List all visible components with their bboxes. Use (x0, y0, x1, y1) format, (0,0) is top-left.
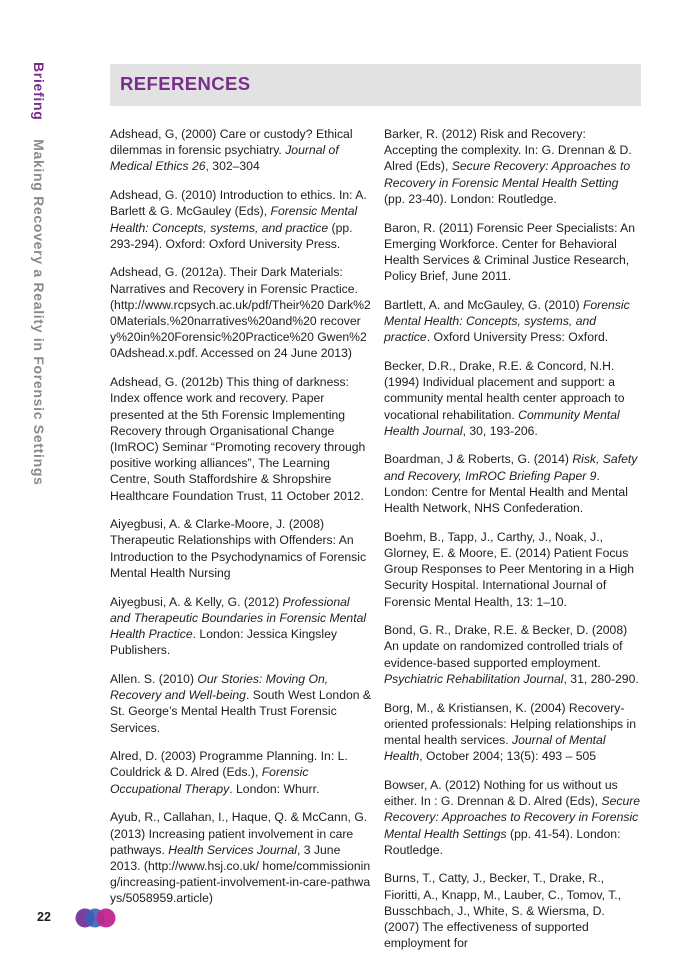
reference-entry (384, 777, 642, 858)
reference-entry (110, 748, 372, 797)
reference-text: Adshead, G, (2000) Care or custody? Ethical dilemmas in forensic psychiatry. (110, 127, 353, 158)
reference-title: Journal of Medical Ethics 26 (110, 143, 339, 174)
reference-entry (384, 622, 642, 687)
reference-text: , 31, 280-290. (563, 671, 639, 686)
reference-title: Forensic Mental Health: Concepts, systems, and practice (110, 204, 358, 235)
reference-title: Secure Recovery: Approaches to Recovery in Forensic Mental Health Setting (384, 159, 631, 190)
reference-title: Psychiatric Rehabilitation Journal (384, 671, 564, 686)
reference-entry (384, 700, 642, 765)
reference-text: Aiyegbusi, A. & Clarke-Moore, J. (2008) Therapeutic Relationships with Offenders: An Introduction to the Psychodynamics of Forensic Mental Health Nursing (110, 517, 367, 580)
reference-text: Bartlett, A. and McGauley, G. (2010) (384, 297, 583, 312)
reference-title: Our Stories: Moving On, Recovery and Well-being (110, 671, 329, 703)
reference-text: Boardman, J & Roberts, G. (2014) (384, 452, 573, 467)
side-series-title: Making Recovery a Reality in Forensic Settings (31, 139, 47, 486)
reference-text: . London: Whurr. (229, 781, 320, 796)
reference-entry (110, 594, 372, 659)
reference-title: Risk, Safety and Recovery, ImROC Briefing Paper 9 (384, 452, 638, 483)
page-title: REFERENCES (120, 73, 251, 94)
reference-entry (384, 220, 642, 285)
reference-entry (110, 187, 372, 252)
reference-title: Health Services Journal (168, 842, 297, 857)
reference-text: , October 2004; 13(5): 493 – 505 (419, 749, 597, 764)
reference-text: Aiyegbusi, A. & Kelly, G. (2012) (110, 594, 283, 609)
reference-text: Adshead, G. (2012a). Their Dark Materials: Narratives and Recovery in Forensic Practice. (110, 265, 358, 296)
reference-text: . South West London & St. George’s Mental Health Trust Forensic Services. (110, 688, 372, 735)
reference-entry (384, 126, 642, 207)
reference-text: (pp. 23-40). London: Routledge. (384, 191, 557, 206)
reference-title: Community Mental Health Journal (384, 407, 620, 438)
side-briefing-label: Briefing (31, 62, 47, 121)
page-number: 22 (37, 910, 51, 924)
reference-text: (pp. 41-54). London: Routledge. (384, 826, 621, 857)
reference-text: Alred, D. (2003) Programme Planning. In: L. Couldrick & D. Alred (Eds.), (110, 749, 348, 780)
reference-title: Professional and Therapeutic Boundaries in Forensic Mental Health Practice (110, 594, 367, 641)
reference-entry (384, 529, 642, 610)
reference-text: (pp. 293-294). Oxford: Oxford University Press. (110, 220, 353, 251)
reference-text: , 30, 193-206. (462, 423, 538, 438)
reference-entry (384, 358, 642, 439)
imroc-logo-circles (74, 906, 120, 930)
reference-title: Forensic Mental Health: Concepts, systems, and practice (384, 297, 630, 345)
references-header-band (110, 64, 641, 106)
reference-text: Baron, R. (2011) Forensic Peer Specialists: An Emerging Workforce. Center for Behavioral Health Services & Criminal Justice Research, Policy Brief, June 2011. (384, 220, 636, 284)
side-running-title (32, 62, 46, 486)
reference-text: , 302–304 (205, 159, 260, 174)
reference-entry (384, 870, 642, 951)
reference-url: (http://www.rcpsych.ac.uk/pdf/Their%20 Dark%20Materials.%20narratives%20and%20 recovery%20in%20Forensic%20Practice%20 Gwen%20Adshead.x.pdf. (110, 297, 371, 361)
reference-title: Forensic Occupational Therapy (110, 765, 309, 796)
reference-url: (http://www.hsj.co.uk/ home/commissioning/increasing-patient-involvement-in-care-pathways/5058959.article) (110, 858, 371, 906)
reference-text: Burns, T., Catty, J., Becker, T., Drake, R., Fioritti, A., Knapp, M., Lauber, C., Tomov, T., Busschbach, J., White, S. & Wiersma, D. (2007) The effectiveness of supported employment for (384, 871, 622, 951)
reference-text: , 3 June 2013. (110, 842, 341, 873)
reference-entry (384, 297, 642, 346)
reference-text: Accessed on 24 June 2013) (198, 346, 352, 361)
reference-text: Becker, D.R., Drake, R.E. & Concord, N.H. (1994) Individual placement and support: a community mental health center approach to vocational rehabilitation. (384, 358, 625, 422)
reference-text: Borg, M., & Kristiansen, K. (2004) Recovery-oriented professionals: Helping relationships in mental health services. (384, 700, 637, 747)
logo-circle-right (97, 909, 116, 928)
reference-text: Bond, G. R., Drake, R.E. & Becker, D. (2008) An update on randomized controlled trials of evidence-based supported employment. (384, 623, 628, 670)
reference-text: . Oxford University Press: Oxford. (426, 330, 609, 345)
references-right-column (384, 126, 642, 964)
reference-text: Bowser, A. (2012) Nothing for us without us either. In : G. Drennan & D. Alred (Eds), (384, 777, 618, 809)
reference-entry (110, 264, 372, 361)
reference-entry (110, 516, 372, 581)
reference-entry (110, 671, 372, 736)
reference-text: . London: Jessica Kingsley Publishers. (110, 626, 337, 658)
reference-text: . London: Centre for Mental Health and Mental Health Network, NHS Confederation. (384, 468, 628, 516)
reference-text: Barker, R. (2012) Risk and Recovery: Accepting the complexity. In: G. Drennan & D. Alred (Eds), (384, 127, 632, 174)
reference-text: Adshead, G. (2010) Introduction to ethics. In: A. Barlett & G. McGauley (Eds), (110, 188, 367, 219)
reference-entry (110, 126, 372, 175)
reference-text: Ayub, R., Callahan, I., Haque, Q. & McCann, G. (2013) Increasing patient involvement in care pathways. (110, 810, 368, 857)
reference-text: Adshead, G. (2012b) This thing of darkness: Index offence work and recovery. Paper presented at the 5th Forensic Implementing Recovery through Organisational Change (ImROC) Seminar “Promoting recovery through positive working alliances”, The Learning Centre, South Staffordshire & Shropshire Healthcare Foundation Trust, 11 October 2012. (110, 375, 366, 503)
reference-entry (384, 451, 642, 516)
references-left-column (110, 126, 372, 919)
reference-title: Secure Recovery: Approaches to Recovery in Forensic Mental Health Settings (384, 794, 641, 841)
reference-entry (110, 374, 372, 504)
reference-entry (110, 809, 372, 906)
reference-text: Boehm, B., Tapp, J., Carthy, J., Noak, J., Glorney, E. & Moore, E. (2014) Patient Focus Group Responses to Peer Mentoring in a High Security Hospital. International Journal of Forensic Mental Health, 13: 1–10. (384, 529, 634, 609)
reference-title: Journal of Mental Health (384, 733, 606, 764)
reference-text: Allen. S. (2010) (110, 671, 198, 686)
